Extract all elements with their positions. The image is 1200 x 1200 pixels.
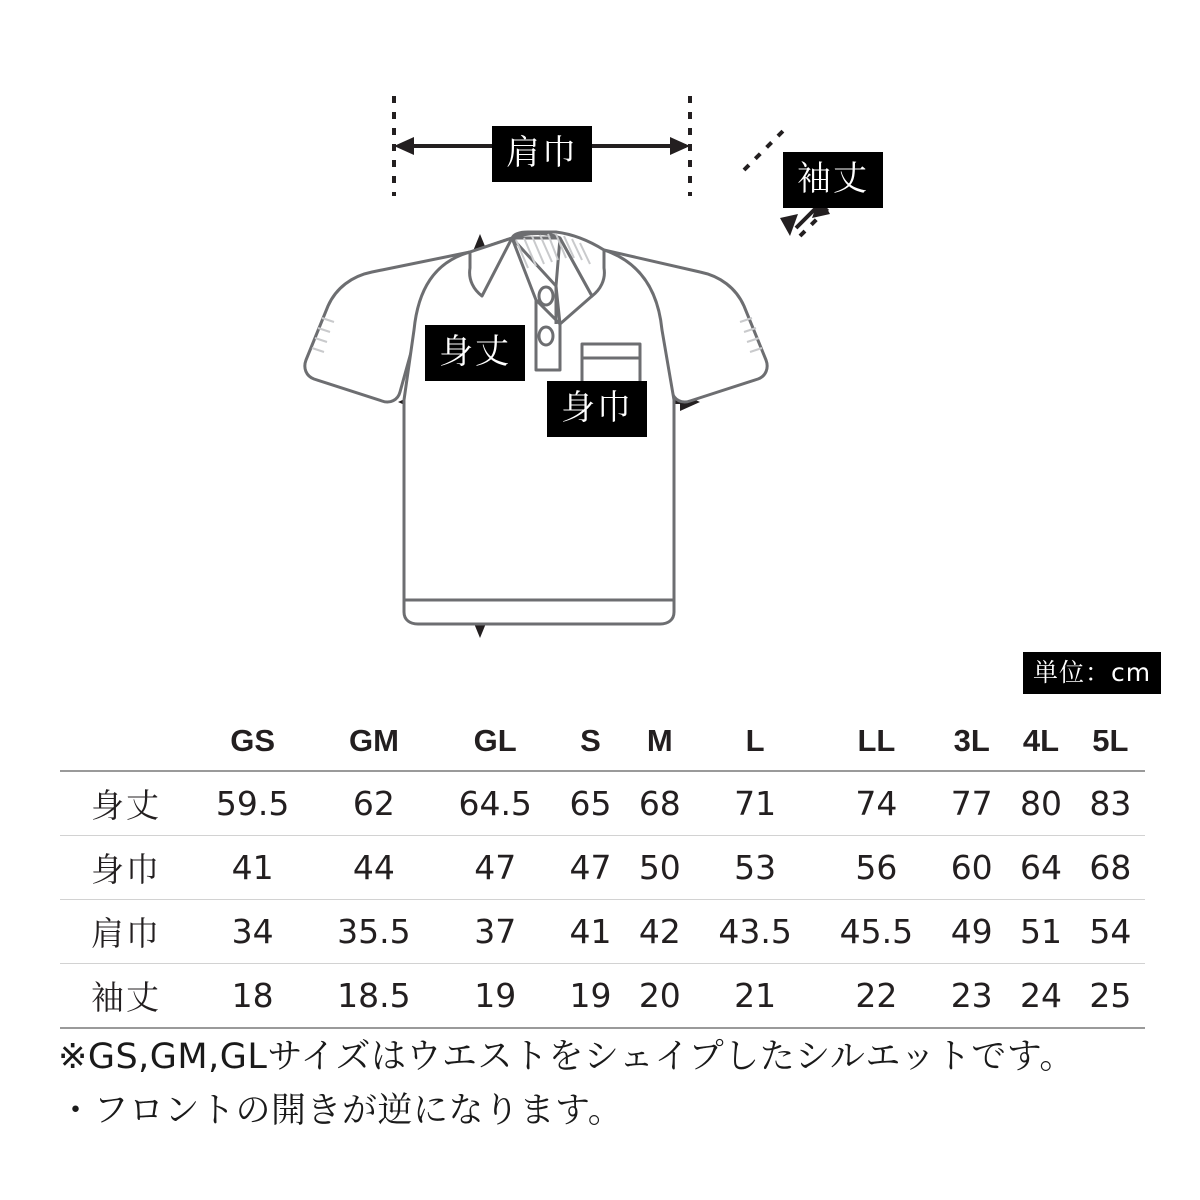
- note-shaped-silhouette: ※GS,GM,GLサイズはウエストをシェイプしたシルエットです。: [58, 1037, 1075, 1077]
- table-row: [60, 771, 1145, 836]
- callout-sleeve-length: 袖丈: [783, 152, 883, 208]
- cell: 43.5: [694, 900, 815, 964]
- column-header-m: M: [625, 712, 694, 771]
- cell: 51: [1006, 900, 1075, 964]
- cell: 56: [816, 836, 937, 900]
- cell: 18.5: [313, 964, 434, 1029]
- table-corner-cell: [60, 712, 192, 771]
- column-header-gm: GM: [313, 712, 434, 771]
- cell: 64.5: [435, 771, 556, 836]
- cell: 34: [192, 900, 313, 964]
- callout-shoulder-width: 肩巾: [492, 126, 592, 182]
- cell: 18: [192, 964, 313, 1029]
- cell: 35.5: [313, 900, 434, 964]
- note-reverse-front-opening: ・フロントの開きが逆になります。: [58, 1091, 624, 1132]
- callout-body-length: 身丈: [425, 325, 525, 381]
- cell: 37: [435, 900, 556, 964]
- cell: 74: [816, 771, 937, 836]
- cell: 22: [816, 964, 937, 1029]
- table-header-row: [60, 712, 1145, 771]
- size-table-head: [60, 712, 1145, 771]
- column-header-4l: 4L: [1006, 712, 1075, 771]
- cell: 25: [1076, 964, 1145, 1029]
- cell: 23: [937, 964, 1006, 1029]
- notes-section: [58, 1030, 1158, 1139]
- column-header-l: L: [694, 712, 815, 771]
- cell: 59.5: [192, 771, 313, 836]
- row-label-body-length: 身丈: [60, 771, 192, 836]
- cell: 41: [556, 900, 625, 964]
- cell: 50: [625, 836, 694, 900]
- cell: 21: [694, 964, 815, 1029]
- row-label-body-width: 身巾: [60, 836, 192, 900]
- unit-badge: 単位：cm: [1023, 652, 1161, 694]
- size-table-body: [60, 771, 1145, 1028]
- cell: 80: [1006, 771, 1075, 836]
- cell: 19: [556, 964, 625, 1029]
- cell: 45.5: [816, 900, 937, 964]
- column-header-ll: LL: [816, 712, 937, 771]
- size-table-wrapper: [60, 712, 1145, 1029]
- row-label-shoulder-width: 肩巾: [60, 900, 192, 964]
- cell: 64: [1006, 836, 1075, 900]
- cell: 68: [625, 771, 694, 836]
- column-header-gs: GS: [192, 712, 313, 771]
- table-row: [60, 964, 1145, 1029]
- cell: 71: [694, 771, 815, 836]
- cell: 41: [192, 836, 313, 900]
- cell: 19: [435, 964, 556, 1029]
- cell: 77: [937, 771, 1006, 836]
- cell: 54: [1076, 900, 1145, 964]
- table-row: [60, 836, 1145, 900]
- cell: 62: [313, 771, 434, 836]
- column-header-gl: GL: [435, 712, 556, 771]
- callout-body-width: 身巾: [547, 381, 647, 437]
- cell: 47: [556, 836, 625, 900]
- cell: 83: [1076, 771, 1145, 836]
- cell: 65: [556, 771, 625, 836]
- cell: 60: [937, 836, 1006, 900]
- row-label-sleeve-length: 袖丈: [60, 964, 192, 1029]
- cell: 53: [694, 836, 815, 900]
- column-header-3l: 3L: [937, 712, 1006, 771]
- cell: 68: [1076, 836, 1145, 900]
- column-header-5l: 5L: [1076, 712, 1145, 771]
- cell: 44: [313, 836, 434, 900]
- table-row: [60, 900, 1145, 964]
- cell: 47: [435, 836, 556, 900]
- column-header-s: S: [556, 712, 625, 771]
- cell: 24: [1006, 964, 1075, 1029]
- cell: 49: [937, 900, 1006, 964]
- cell: 42: [625, 900, 694, 964]
- size-table: [60, 712, 1145, 1029]
- cell: 20: [625, 964, 694, 1029]
